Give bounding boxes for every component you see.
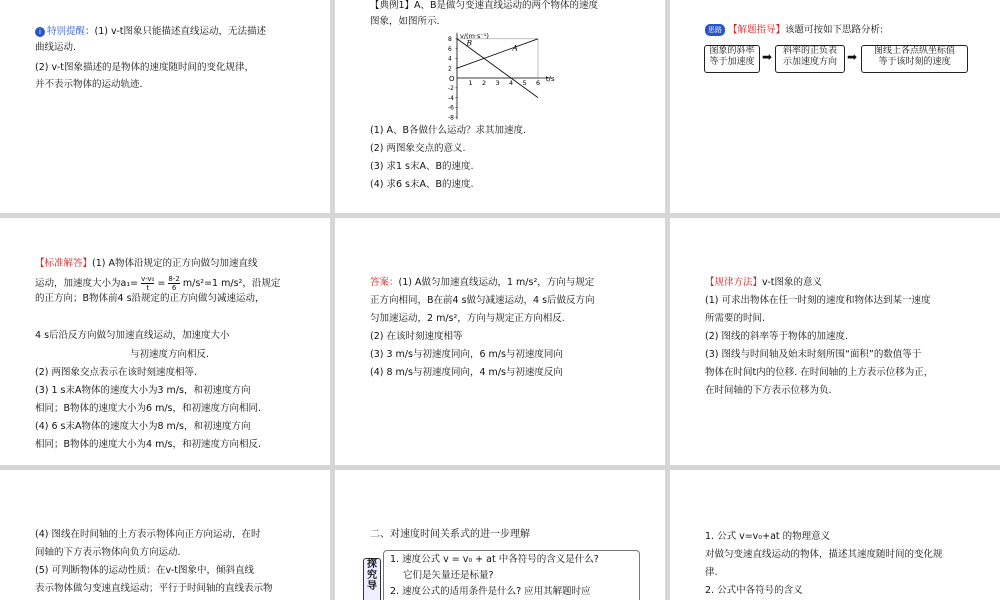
slide-answer-summary (335, 218, 665, 465)
formula-line-1: 1. 公式 v=v₀+at 的物理意义 (705, 531, 831, 542)
answer-line-4: 4 s后沿反方向做匀加速直线运动，加速度大小 (35, 330, 230, 341)
x-tick-label: 2 (482, 79, 487, 87)
reminder-line-2: 曲线运动. (35, 42, 77, 53)
answer-line-3: 的正方向；B物体前4 s沿规定的正方向做匀减速运动， (35, 293, 265, 304)
meaning-line-2: 间轴的下方表示物体向负方向运动. (35, 547, 181, 558)
summary-line-6: (4) 8 m/s与初速度同向，4 m/s与初速度反向 (370, 367, 563, 378)
y-tick-label: 4 (448, 55, 452, 63)
method-line-2: 所需要的时间. (705, 313, 766, 324)
guide-heading: 思路 【解题指导】该题可按如下思路分析: (705, 24, 883, 37)
x-tick-label: 5 (522, 79, 527, 87)
example-line-1: 【典例1】A、B是做匀变速直线运动的两个物体的速度 (370, 0, 599, 11)
slide-standard-answer (0, 218, 330, 465)
fraction-accel-formula: $\frac{\text{v-v₀}}{t}$ (141, 275, 155, 292)
x-tick-label: 1 (468, 79, 473, 87)
meaning-line-1: (4) 图线在时间轴的上方表示物体向正方向运动，在时 (35, 529, 261, 540)
reminder-label: 特别提醒 (47, 26, 86, 37)
flow-box-slope: 图象的斜率 等于加速度 (704, 45, 760, 73)
reminder-line-3: (2) v-t图象描述的是物体的速度随时间的变化规律， (35, 62, 254, 73)
flow-box-sign: 斜率的正负表 示加速度方向 (775, 45, 845, 73)
method-line-3: (2) 图线的斜率等于物体的加速度. (705, 331, 848, 342)
slide-rule-method (670, 218, 1000, 465)
question-1: (1) A、B各做什么运动？求其加速度. (370, 125, 527, 136)
inquiry-question-1-cont: 它们是矢量还是标量? (403, 570, 494, 581)
arrow-right-icon: ➡ (762, 50, 773, 64)
method-line-1: (1) 可求出物体在任一时刻的速度和物体达到某一速度 (705, 295, 931, 306)
velocity-time-chart (435, 30, 565, 122)
guide-title: 【解题指导】 (728, 24, 786, 36)
inquiry-question-2: 2. 速度公式的适用条件是什么? 应用其解题时应 (390, 586, 591, 597)
inquiry-question-1: 1. 速度公式 v = v₀ + at 中各符号的含义是什么? (390, 554, 599, 565)
answer-label: 答案： (370, 277, 399, 288)
slide-velocity-formula-inquiry (335, 470, 665, 600)
y-tick-label: 6 (448, 45, 452, 53)
formula-line-3: 律. (705, 567, 718, 578)
formula-line-4: 2. 公式中各符号的含义 (705, 585, 803, 596)
answer-line-6: (2) 两图象交点表示在该时刻速度相等. (35, 367, 197, 378)
x-axis-label: t/s (545, 75, 555, 83)
answer-line-8: 相同；B物体的速度大小为6 m/s，和初速度方向相同. (35, 403, 262, 414)
slide-example-1 (335, 0, 665, 213)
arrow-right-icon: ➡ (847, 50, 858, 64)
origin-label: O (449, 75, 455, 83)
fraction-accel-value: $\frac{8-2}{6}$ (168, 275, 180, 292)
y-tick-label: -4 (448, 94, 454, 102)
answer-line-10: 相同；B物体的速度大小为4 m/s，和初速度方向相反. (35, 439, 262, 450)
formula-line-2: 对做匀变速直线运动的物体，描述其速度随时间的变化规 (705, 549, 943, 560)
idea-badge: 思路 (705, 24, 725, 36)
y-tick-label: -6 (448, 104, 454, 112)
meaning-line-4: 表示物体做匀变速直线运动；平行于时间轴的直线表示物 (35, 583, 273, 594)
answer-line-5: 与初速度方向相反. (130, 349, 210, 360)
method-line-5: 物体在时间t内的位移. 在时间轴的上方表示位移为正， (705, 367, 934, 378)
section-heading: 二、对速度时间关系式的进一步理解 (370, 529, 530, 540)
method-line-4: (3) 图线与时间轴及始末时刻所围“面积”的数值等于 (705, 349, 922, 360)
method-heading: 【规律方法】v-t图象的意义 (705, 277, 823, 288)
summary-line-5: (3) 3 m/s与初速度同向，6 m/s与初速度同向 (370, 349, 563, 360)
question-3: (3) 求1 s末A、B的速度. (370, 161, 474, 172)
slide-formula-meaning (670, 470, 1000, 600)
summary-line-4: (2) 在该时刻速度相等 (370, 331, 463, 342)
y-tick-label: -2 (448, 85, 454, 92)
summary-line-2: 正方向相同，B在前4 s做匀减速运动，4 s后做反方向 (370, 295, 595, 306)
x-tick-label: 6 (536, 79, 541, 87)
y-tick-label: -8 (448, 114, 454, 122)
slide-solving-guide (670, 0, 1000, 213)
y-axis-label: v/(m·s⁻¹) (460, 31, 489, 40)
x-tick-label: 4 (509, 79, 514, 87)
answer-line-7: (3) 1 s末A物体的速度大小为3 m/s，和初速度方向 (35, 385, 251, 396)
slide-special-reminder (0, 0, 330, 213)
flow-box-ordinate: 图线上各点纵坐标值 等于该时刻的速度 (861, 45, 968, 73)
y-tick-label: 8 (448, 36, 452, 43)
summary-line-1: 答案：(1) A做匀加速直线运动，1 m/s²，方向与规定 (370, 277, 595, 288)
question-2: (2) 两图象交点的意义. (370, 143, 466, 154)
reminder-line-4: 并不表示物体的运动轨迹. (35, 79, 143, 90)
answer-line-9: (4) 6 s末A物体的速度大小为8 m/s，和初速度方向 (35, 421, 251, 432)
meaning-line-3: (5) 可判断物体的运动性质：在v-t图象中，倾斜直线 (35, 565, 254, 576)
series-label-B: B (466, 38, 472, 48)
y-tick-label: 2 (448, 65, 452, 73)
question-4: (4) 求6 s末A、B的速度. (370, 179, 474, 190)
x-tick-label: 3 (495, 79, 500, 87)
example-line-2: 图象，如图所示. (370, 16, 440, 27)
answer-line-1: 【标准解答】(1) A物体沿规定的正方向做匀加速直线 (35, 258, 258, 269)
method-title: 【规律方法】 (705, 277, 763, 288)
answer-line-2: 运动，加速度大小为a₁= $\frac{\text{v-v₀}}{t}$ = $\frac{8-2}{6}$ m/s²=1 m/s²，沿规定 (35, 275, 281, 292)
answer-title: 【标准解答】 (35, 258, 93, 269)
series-label-A: A (512, 43, 518, 53)
summary-line-3: 匀加速运动，2 m/s²，方向与规定正方向相反. (370, 313, 565, 324)
reminder-line-1: i 特别提醒：(1) v-t图象只能描述直线运动，无法描述 (35, 26, 266, 38)
slide-graph-meaning-continued (0, 470, 330, 600)
inquiry-side-label: 探究导 (363, 558, 381, 600)
info-icon: i (35, 27, 45, 37)
method-line-6: 在时间轴的下方表示位移为负. (705, 385, 832, 396)
